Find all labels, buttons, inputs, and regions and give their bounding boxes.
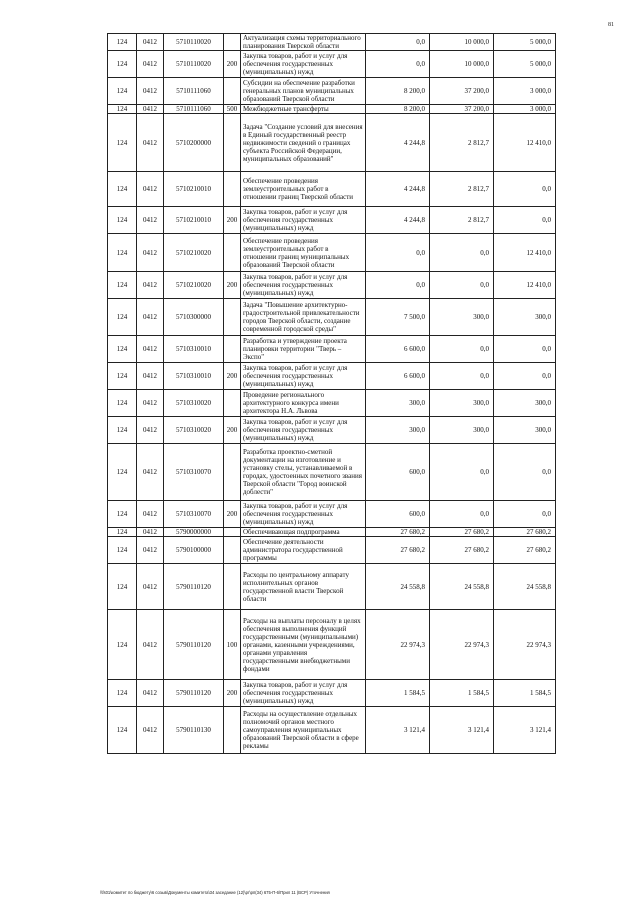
cell-ved: 124: [108, 417, 137, 444]
cell-amount-year2: 0,0: [430, 501, 494, 528]
cell-amount-year2: 300,0: [430, 390, 494, 417]
cell-amount-year2: 27 680,2: [430, 528, 494, 537]
cell-name: Задача "Повышение архитектурно-градостроительной привлекательности городов Тверской области, создание современной городской среды": [241, 299, 366, 336]
cell-amount-year1: 0,0: [366, 34, 430, 51]
cell-amount-year1: 300,0: [366, 390, 430, 417]
cell-section: 0412: [137, 680, 164, 707]
cell-name: Обеспечивающая подпрограмма: [241, 528, 366, 537]
cell-target-article: 5710310070: [164, 444, 224, 501]
cell-name: Обеспечение деятельности администратора государственной программы: [241, 537, 366, 564]
cell-amount-year2: 22 974,3: [430, 610, 494, 680]
cell-amount-year1: 8 200,0: [366, 105, 430, 114]
cell-section: 0412: [137, 390, 164, 417]
cell-target-article: 5710210010: [164, 172, 224, 207]
cell-amount-year3: 300,0: [494, 299, 556, 336]
cell-amount-year3: 22 974,3: [494, 610, 556, 680]
cell-ved: 124: [108, 444, 137, 501]
cell-section: 0412: [137, 207, 164, 234]
cell-ved: 124: [108, 78, 137, 105]
cell-amount-year1: 27 680,2: [366, 537, 430, 564]
budget-table: [107, 33, 556, 754]
cell-target-article: 5710310010: [164, 336, 224, 363]
table-row: [108, 537, 556, 564]
cell-name: Задача "Создание условий для внесения в Единый государственный реестр недвижимости сведений о границах субъекта Российской Федерации, муниципальных образований": [241, 114, 366, 172]
cell-amount-year2: 2 812,7: [430, 207, 494, 234]
cell-amount-year3: 27 680,2: [494, 528, 556, 537]
cell-amount-year2: 37 200,0: [430, 105, 494, 114]
cell-target-article: 5790110130: [164, 707, 224, 754]
cell-amount-year1: 0,0: [366, 51, 430, 78]
cell-amount-year3: 3 121,4: [494, 707, 556, 754]
cell-amount-year3: 0,0: [494, 444, 556, 501]
cell-amount-year3: 0,0: [494, 501, 556, 528]
cell-amount-year1: 7 500,0: [366, 299, 430, 336]
cell-target-article: 5790110120: [164, 564, 224, 610]
cell-name: Закупка товаров, работ и услуг для обеспечения государственных (муниципальных) нужд: [241, 417, 366, 444]
cell-amount-year1: 4 244,8: [366, 172, 430, 207]
cell-ved: 124: [108, 34, 137, 51]
cell-expense-type: [224, 537, 241, 564]
cell-amount-year2: 0,0: [430, 444, 494, 501]
cell-amount-year1: 22 974,3: [366, 610, 430, 680]
cell-expense-type: 200: [224, 207, 241, 234]
cell-name: Разработка проектно-сметной документации на изготовление и установку стелы, устанавливаемой в городах, удостоенных почетного звания Тверской области "Город воинской доблести": [241, 444, 366, 501]
cell-amount-year2: 0,0: [430, 363, 494, 390]
table-row: [108, 610, 556, 680]
cell-ved: 124: [108, 105, 137, 114]
cell-section: 0412: [137, 336, 164, 363]
cell-section: 0412: [137, 34, 164, 51]
cell-section: 0412: [137, 564, 164, 610]
cell-amount-year1: 1 584,5: [366, 680, 430, 707]
table-row: [108, 680, 556, 707]
cell-target-article: 5710210020: [164, 234, 224, 272]
cell-amount-year2: 37 200,0: [430, 78, 494, 105]
cell-amount-year2: 3 121,4: [430, 707, 494, 754]
cell-section: 0412: [137, 51, 164, 78]
scan-header-strip: [60, 2, 580, 8]
cell-section: 0412: [137, 78, 164, 105]
table-row: [108, 390, 556, 417]
table-row: [108, 51, 556, 78]
cell-ved: 124: [108, 610, 137, 680]
cell-amount-year1: 600,0: [366, 501, 430, 528]
cell-name: Закупка товаров, работ и услуг для обеспечения государственных (муниципальных) нужд: [241, 363, 366, 390]
cell-expense-type: [224, 78, 241, 105]
cell-expense-type: [224, 564, 241, 610]
cell-expense-type: 200: [224, 680, 241, 707]
cell-amount-year3: 0,0: [494, 172, 556, 207]
cell-expense-type: 200: [224, 272, 241, 299]
cell-amount-year2: 0,0: [430, 336, 494, 363]
cell-ved: 124: [108, 114, 137, 172]
cell-amount-year3: 12 410,0: [494, 234, 556, 272]
cell-expense-type: 200: [224, 501, 241, 528]
cell-section: 0412: [137, 114, 164, 172]
cell-target-article: 5710310070: [164, 501, 224, 528]
cell-amount-year2: 1 584,5: [430, 680, 494, 707]
table-row: [108, 707, 556, 754]
cell-expense-type: [224, 528, 241, 537]
cell-name: Расходы на выплаты персоналу в целях обеспечения выполнения функций государственными (муниципальными) органами, казенными учреждениями, органами управления государственными внебюджетными фондами: [241, 610, 366, 680]
cell-expense-type: 200: [224, 417, 241, 444]
cell-target-article: 5710110020: [164, 51, 224, 78]
cell-amount-year3: 5 000,0: [494, 51, 556, 78]
table-row: [108, 363, 556, 390]
cell-ved: 124: [108, 680, 137, 707]
cell-ved: 124: [108, 234, 137, 272]
cell-amount-year1: 300,0: [366, 417, 430, 444]
cell-name: Расходы на осуществление отдельных полномочий органов местного самоуправления муниципальных образований Тверской области в сфере рекламы: [241, 707, 366, 754]
cell-section: 0412: [137, 417, 164, 444]
cell-expense-type: [224, 336, 241, 363]
cell-expense-type: 100: [224, 610, 241, 680]
cell-amount-year3: 1 584,5: [494, 680, 556, 707]
table-row: [108, 272, 556, 299]
cell-name: Обеспечение проведения землеустроительных работ в отношении границ муниципальных образований Тверской области: [241, 234, 366, 272]
cell-expense-type: [224, 172, 241, 207]
cell-ved: 124: [108, 390, 137, 417]
cell-ved: 124: [108, 172, 137, 207]
table-row: [108, 114, 556, 172]
cell-ved: 124: [108, 501, 137, 528]
cell-name: Закупка товаров, работ и услуг для обеспечения государственных (муниципальных) нужд: [241, 272, 366, 299]
cell-ved: 124: [108, 207, 137, 234]
cell-expense-type: 200: [224, 51, 241, 78]
table-row: [108, 564, 556, 610]
page-number: 81: [608, 22, 614, 28]
footer-file-path: \\fs01\комитет по бюджету\6 созыв\Документы комитета\34 заседание (12)\рг\рп(34) 675-П-6\Прил 11 (ВСР) Уточнения: [100, 890, 330, 895]
cell-amount-year2: 10 000,0: [430, 51, 494, 78]
cell-target-article: 5710110020: [164, 34, 224, 51]
cell-target-article: 5710310020: [164, 390, 224, 417]
cell-amount-year3: 24 558,8: [494, 564, 556, 610]
cell-target-article: 5710111060: [164, 78, 224, 105]
cell-amount-year3: 0,0: [494, 207, 556, 234]
cell-amount-year3: 300,0: [494, 390, 556, 417]
cell-amount-year3: 3 000,0: [494, 78, 556, 105]
cell-target-article: 5710310010: [164, 363, 224, 390]
cell-name: Межбюджетные трансферты: [241, 105, 366, 114]
cell-amount-year3: 12 410,0: [494, 272, 556, 299]
cell-section: 0412: [137, 707, 164, 754]
cell-ved: 124: [108, 363, 137, 390]
cell-amount-year2: 2 812,7: [430, 114, 494, 172]
table-row: [108, 299, 556, 336]
table-row: [108, 528, 556, 537]
cell-expense-type: 200: [224, 363, 241, 390]
cell-ved: 124: [108, 51, 137, 78]
cell-expense-type: [224, 707, 241, 754]
cell-section: 0412: [137, 444, 164, 501]
table-row: [108, 336, 556, 363]
cell-amount-year3: 27 680,2: [494, 537, 556, 564]
table-row: [108, 34, 556, 51]
cell-section: 0412: [137, 610, 164, 680]
cell-amount-year1: 8 200,0: [366, 78, 430, 105]
cell-name: Расходы по центральному аппарату исполнительных органов государственной власти Тверской области: [241, 564, 366, 610]
cell-amount-year2: 2 812,7: [430, 172, 494, 207]
cell-amount-year3: 0,0: [494, 363, 556, 390]
cell-name: Закупка товаров, работ и услуг для обеспечения государственных (муниципальных) нужд: [241, 501, 366, 528]
cell-amount-year2: 300,0: [430, 299, 494, 336]
table-row: [108, 234, 556, 272]
table-row: [108, 417, 556, 444]
cell-amount-year2: 10 000,0: [430, 34, 494, 51]
cell-expense-type: [224, 299, 241, 336]
cell-name: Закупка товаров, работ и услуг для обеспечения государственных (муниципальных) нужд: [241, 680, 366, 707]
cell-amount-year1: 0,0: [366, 234, 430, 272]
cell-amount-year3: 300,0: [494, 417, 556, 444]
cell-target-article: 5710210020: [164, 272, 224, 299]
cell-expense-type: [224, 444, 241, 501]
cell-name: Актуализация схемы территориального планирования Тверской области: [241, 34, 366, 51]
cell-section: 0412: [137, 234, 164, 272]
cell-ved: 124: [108, 528, 137, 537]
cell-expense-type: [224, 234, 241, 272]
cell-ved: 124: [108, 336, 137, 363]
cell-expense-type: 500: [224, 105, 241, 114]
cell-target-article: 5790110120: [164, 610, 224, 680]
cell-amount-year2: 0,0: [430, 234, 494, 272]
cell-amount-year2: 0,0: [430, 272, 494, 299]
cell-ved: 124: [108, 537, 137, 564]
cell-amount-year1: 4 244,8: [366, 114, 430, 172]
cell-section: 0412: [137, 501, 164, 528]
table-row: [108, 105, 556, 114]
cell-expense-type: [224, 114, 241, 172]
cell-amount-year1: 6 600,0: [366, 336, 430, 363]
cell-amount-year1: 24 558,8: [366, 564, 430, 610]
cell-ved: 124: [108, 707, 137, 754]
cell-name: Закупка товаров, работ и услуг для обеспечения государственных (муниципальных) нужд: [241, 207, 366, 234]
cell-target-article: 5710111060: [164, 105, 224, 114]
cell-amount-year1: 6 600,0: [366, 363, 430, 390]
cell-amount-year3: 5 000,0: [494, 34, 556, 51]
cell-amount-year3: 12 410,0: [494, 114, 556, 172]
table-row: [108, 444, 556, 501]
cell-name: Проведение регионального архитектурного конкурса имени архитектора Н.А. Львова: [241, 390, 366, 417]
cell-target-article: 5710210010: [164, 207, 224, 234]
table-row: [108, 207, 556, 234]
cell-section: 0412: [137, 537, 164, 564]
cell-name: Обеспечение проведения землеустроительных работ в отношении границ Тверской области: [241, 172, 366, 207]
cell-section: 0412: [137, 528, 164, 537]
cell-target-article: 5710200000: [164, 114, 224, 172]
cell-name: Разработка и утверждение проекта планировки территории "Тверь – Экспо": [241, 336, 366, 363]
cell-target-article: 5790000000: [164, 528, 224, 537]
cell-ved: 124: [108, 272, 137, 299]
cell-name: Закупка товаров, работ и услуг для обеспечения государственных (муниципальных) нужд: [241, 51, 366, 78]
cell-section: 0412: [137, 299, 164, 336]
cell-section: 0412: [137, 272, 164, 299]
budget-table-body: [108, 34, 556, 754]
cell-section: 0412: [137, 363, 164, 390]
cell-ved: 124: [108, 564, 137, 610]
cell-target-article: 5710310020: [164, 417, 224, 444]
cell-target-article: 5710300000: [164, 299, 224, 336]
cell-section: 0412: [137, 105, 164, 114]
cell-expense-type: [224, 390, 241, 417]
cell-amount-year1: 3 121,4: [366, 707, 430, 754]
cell-amount-year3: 0,0: [494, 336, 556, 363]
cell-amount-year2: 24 558,8: [430, 564, 494, 610]
cell-amount-year3: 3 000,0: [494, 105, 556, 114]
table-row: [108, 172, 556, 207]
cell-amount-year2: 27 680,2: [430, 537, 494, 564]
cell-amount-year1: 600,0: [366, 444, 430, 501]
cell-amount-year1: 27 680,2: [366, 528, 430, 537]
table-row: [108, 501, 556, 528]
cell-section: 0412: [137, 172, 164, 207]
cell-name: Субсидии на обеспечение разработки генеральных планов муниципальных образований Тверской области: [241, 78, 366, 105]
table-row: [108, 78, 556, 105]
cell-amount-year2: 300,0: [430, 417, 494, 444]
cell-amount-year1: 4 244,8: [366, 207, 430, 234]
cell-ved: 124: [108, 299, 137, 336]
cell-amount-year1: 0,0: [366, 272, 430, 299]
cell-expense-type: [224, 34, 241, 51]
cell-target-article: 5790100000: [164, 537, 224, 564]
cell-target-article: 5790110120: [164, 680, 224, 707]
